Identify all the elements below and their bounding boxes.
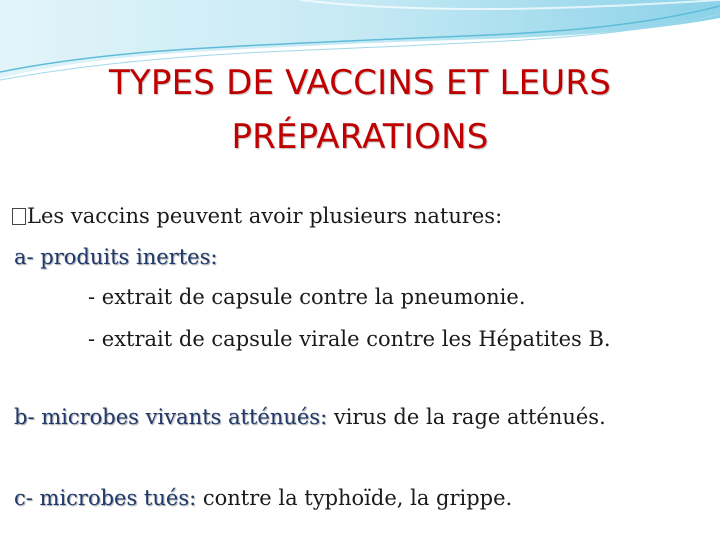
section-c-text: contre la typhoïde, la grippe.	[196, 486, 513, 510]
section-a-item: - extrait de capsule virale contre les Hépatites B.	[88, 327, 611, 351]
intro-line	[12, 203, 502, 229]
section-a-item: - extrait de capsule contre la pneumonie.	[88, 285, 526, 309]
slide-title-line1: TYPES DE VACCINS ET LEURS	[108, 63, 612, 103]
section-a-heading: a- produits inertes:	[14, 245, 218, 269]
section-b-text: virus de la rage atténués.	[327, 405, 606, 429]
bullet-box-icon	[12, 208, 26, 225]
section-c-heading: c- microbes tués:	[14, 486, 197, 510]
intro-text: Les vaccins peuvent avoir plusieurs natures:	[27, 204, 503, 228]
section-c-line	[14, 485, 512, 511]
section-b-heading: b- microbes vivants atténués:	[14, 405, 328, 429]
section-b-line	[14, 404, 606, 430]
slide-title-line2: PRÉPARATIONS	[231, 117, 489, 157]
